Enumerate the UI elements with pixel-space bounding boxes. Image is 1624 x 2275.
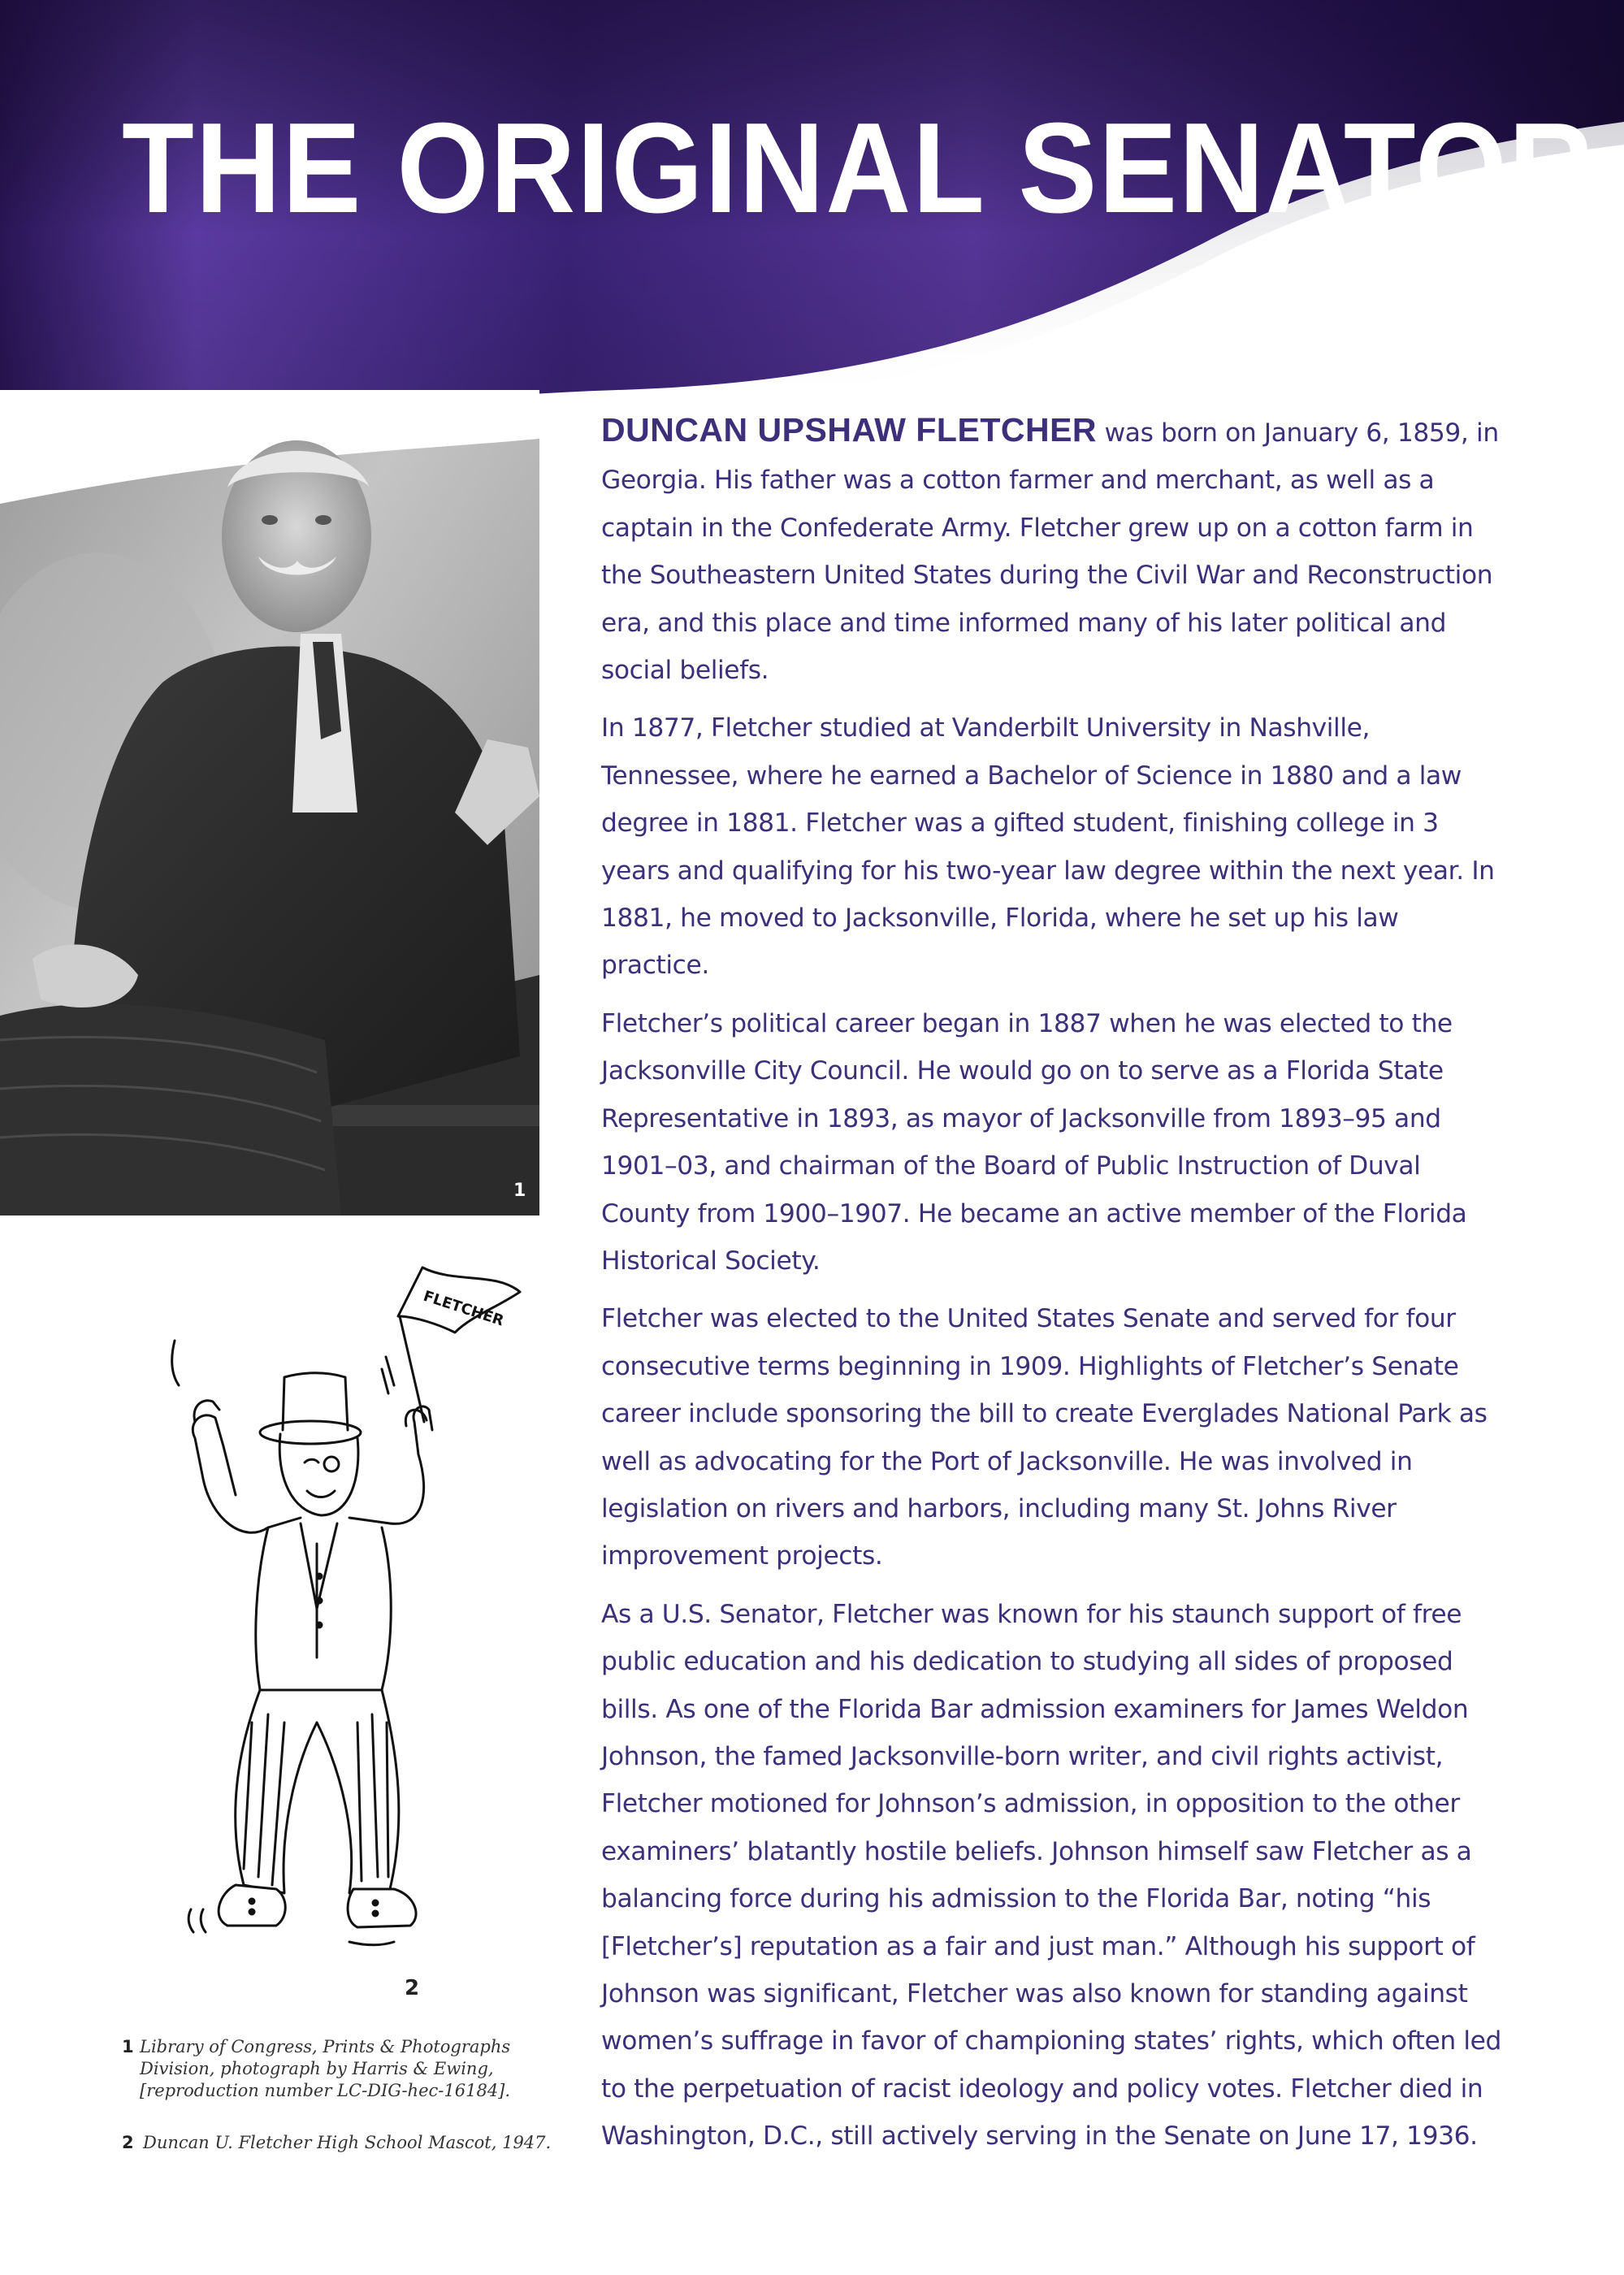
paragraph-3: Fletcher’s political career began in 1887 when he was elected to the Jacksonville City Council. He would go on to serve as a Florida State Representative in 1893, as mayor of Jacksonville from 1893–95 and 1901–03, and chairman of the Board of Public Instruction of Duval County from 1900–1907. He became an active member of the Florida Historical Society.: [601, 1008, 1467, 1276]
senator-portrait-photo: [0, 390, 539, 1216]
paragraph-1-text: was born on January 6, 1859, in Georgia. His father was a cotton farmer and merchant, as well as a captain in the Confederate Army. Fletcher grew up on a cotton farm in the Southeastern United States during the Civil War and Reconstruction era, and this place and time informed many of his later political and social beliefs.: [601, 418, 1499, 686]
page-title: THE ORIGINAL SENATOR: [122, 97, 1596, 240]
paragraph-2: In 1877, Fletcher studied at Vanderbilt University in Nashville, Tennessee, where he earned a Bachelor of Science in 1880 and a law degree in 1881. Fletcher was a gifted student, finishing college in 3 years and qualifying for his two-year law degree within the next year. In 1881, he moved to Jacksonville, Florida, where he set up his law practice.: [601, 713, 1495, 981]
lead-name: DUNCAN UPSHAW FLETCHER: [601, 411, 1098, 448]
caption-photo-credit: [122, 2036, 546, 2102]
paragraph-4: Fletcher was elected to the United States Senate and served for four consecutive terms beginning in 1909. Highlights of Fletcher’s Senate career include sponsoring the bill to create Everglades National Park as well as advocating for the Port of Jacksonville. He was involved in legislation on rivers and harbors, including many St. Johns River improvement projects.: [601, 1304, 1488, 1571]
caption-mascot-credit: [122, 2132, 598, 2154]
caption-1-text: Library of Congress, Prints & Photographs Division, photograph by Harris & Ewing, [reproduction number LC-DIG-hec-16184].: [140, 2037, 511, 2100]
article-body: [601, 406, 1503, 2171]
caption-2-number: 2: [122, 2133, 134, 2152]
mascot-cartoon-drawing: [114, 1235, 552, 1999]
cartoon-figure-number: 2: [405, 1976, 420, 2000]
cartoon-flag-text: FLETCHER: [421, 1287, 506, 1330]
paragraph-1: [601, 406, 1503, 694]
caption-2-text: Duncan U. Fletcher High School Mascot, 1947.: [143, 2133, 552, 2152]
caption-1-number: 1: [122, 2037, 134, 2056]
photo-figure-number: 1: [513, 1181, 526, 1201]
paragraph-5: As a U.S. Senator, Fletcher was known for his staunch support of free public education and his dedication to studying all sides of proposed bills. As one of the Florida Bar admission examiners for James Weldon Johnson, the famed Jacksonville-born writer, and civil rights activist, Fletcher motioned for Johnson’s admission, in opposition to the other examiners’ blatantly hostile beliefs. Johnson himself saw Fletcher as a balancing force during his admission to the Florida Bar, noting “his [Fletcher’s] reputation as a fair and just man.” Although his support of Johnson was significant, Fletcher was also known for standing against women’s suffrage in favor of championing states’ rights, which often led to the perpetuation of racist ideology and policy votes. Fletcher died in Washington, D.C., still actively serving in the Senate on June 17, 1936.: [601, 1599, 1501, 2152]
